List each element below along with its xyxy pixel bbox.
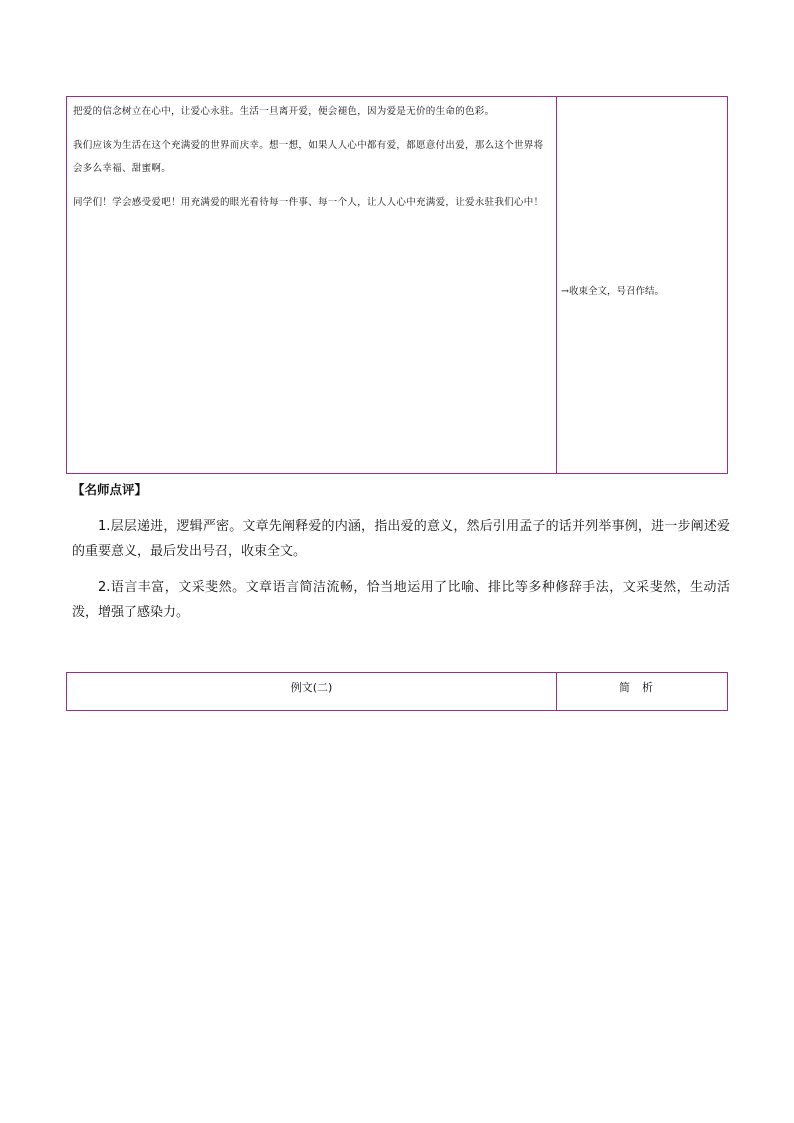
analysis-note: →收束全文，号召作结。 [561, 286, 664, 297]
essay-text-column [67, 97, 557, 473]
essay-table [66, 96, 728, 474]
example-title-cell: 例文(二) [67, 673, 557, 710]
example-table-header [66, 672, 728, 711]
teacher-comment-point: 1.层层递进，逻辑严密。文章先阐释爱的内涵，指出爱的意义，然后引用孟子的话并列举事例，进一步阐述爱的重要意义，最后发出号召，收束全文。 [72, 519, 730, 559]
essay-paragraph: 我们应该为生活在这个充满爱的世界而庆幸。想一想，如果人人心中都有爱，都愿意付出爱，那么这个世界将会多么幸福、甜蜜啊。 [73, 140, 544, 174]
teacher-comment-point: 2.语言丰富，文采斐然。文章语言简洁流畅，恰当地运用了比喻、排比等多种修辞手法，文采斐然，生动活泼，增强了感染力。 [72, 580, 730, 620]
analysis-column [557, 97, 727, 473]
essay-paragraph: 把爱的信念树立在心中，让爱心永驻。生活一旦离开爱，便会褪色，因为爱是无价的生命的色彩。 [73, 106, 495, 117]
essay-paragraph: 同学们！学会感受爱吧！用充满爱的眼光看待每一件事、每一个人，让人人心中充满爱，让爱永驻我们心中！ [73, 197, 544, 208]
analysis-title-cell: 简析 [619, 681, 665, 694]
teacher-comment-title: 【名师点评】 [72, 482, 148, 497]
